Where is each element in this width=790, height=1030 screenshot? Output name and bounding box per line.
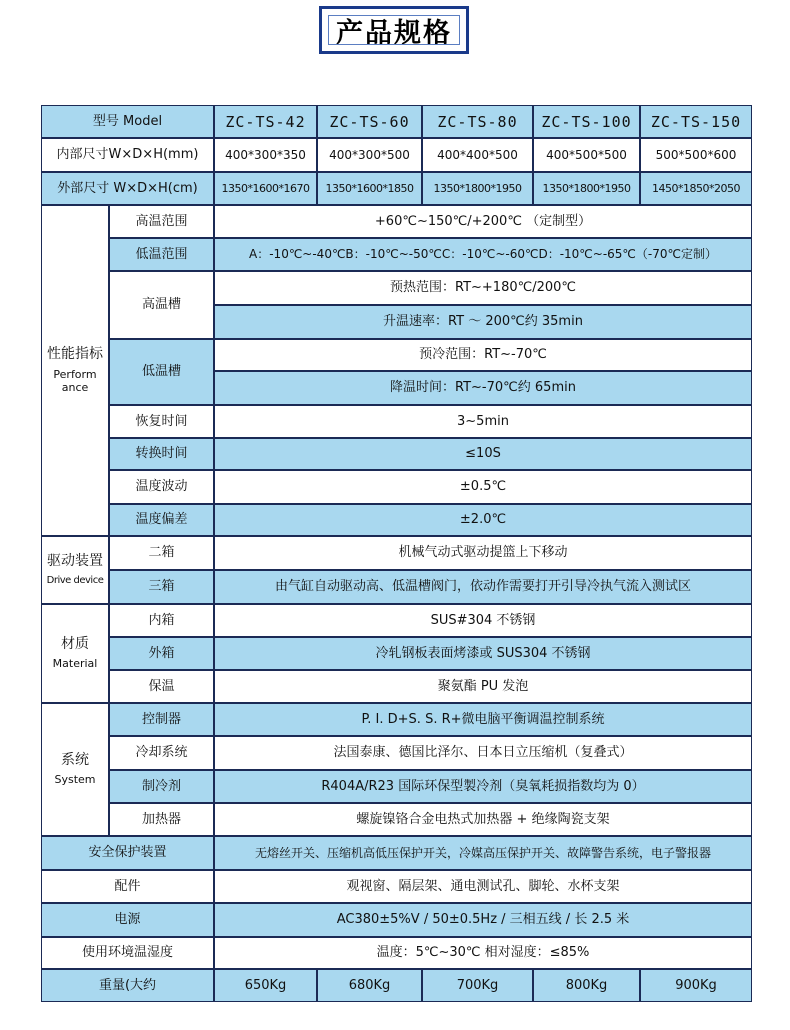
low-tank-precool: 预冷范围：RT~-70℃ <box>214 339 752 371</box>
category-en: ance <box>61 381 89 395</box>
fluctuation-label: 温度波动 <box>109 470 214 504</box>
outer-size-value: 1350*1600*1850 <box>317 172 422 205</box>
category-cn: 系统 <box>61 751 89 768</box>
low-tank-label: 低温槽 <box>109 339 214 405</box>
inner-size-value: 400*500*500 <box>533 138 640 172</box>
category-cn: 性能指标 <box>47 346 103 362</box>
recovery-label: 恢复时间 <box>109 405 214 438</box>
category-en: Perform <box>53 367 97 381</box>
material-outer-value: 冷轧钢板表面烤漆或 SUS304 不锈钢 <box>214 637 752 670</box>
low-tank-time: 降温时间：RT~-70℃约 65min <box>214 371 752 405</box>
accessories-value: 观视窗、隔层架、通电测试孔、脚轮、水杯支架 <box>214 870 752 903</box>
material-inner-label: 内箱 <box>109 604 214 637</box>
heater-label: 加热器 <box>109 803 214 836</box>
weight-value: 800Kg <box>533 969 640 1002</box>
safety-label: 安全保护装置 <box>41 836 214 870</box>
spec-table <box>41 105 752 1002</box>
safety-value: 无熔丝开关、压缩机高低压保护开关，冷媒高压保护开关、故障警告系统，电子警报器 <box>214 836 752 870</box>
system-category <box>41 703 109 836</box>
performance-category <box>41 205 109 536</box>
category-en: System <box>54 773 96 787</box>
weight-label: 重量(大约 <box>41 969 214 1002</box>
high-range-label: 高温范围 <box>109 205 214 238</box>
low-range-label: 低温范围 <box>109 238 214 271</box>
power-value: AC380±5%V / 50±0.5Hz / 三相五线 / 长 2.5 米 <box>214 903 752 937</box>
high-tank-preheat: 预热范围：RT~+180℃/200℃ <box>214 271 752 305</box>
outer-size-value: 1450*1850*2050 <box>640 172 752 205</box>
weight-value: 700Kg <box>422 969 533 1002</box>
deviation-label: 温度偏差 <box>109 504 214 536</box>
material-insulation-value: 聚氨酯 PU 发泡 <box>214 670 752 703</box>
header-label: 型号 Model <box>41 105 214 138</box>
inner-size-value: 400*300*350 <box>214 138 317 172</box>
inner-size-value: 400*400*500 <box>422 138 533 172</box>
model-name: ZC-TS-60 <box>317 105 422 138</box>
category-cn: 材质 <box>61 635 89 652</box>
fluctuation-value: ±0.5℃ <box>214 470 752 504</box>
category-cn: 驱动装置 <box>47 553 103 569</box>
heater-value: 螺旋镍铬合金电热式加热器 + 绝缘陶瓷支架 <box>214 803 752 836</box>
drive-category <box>41 536 109 604</box>
high-tank-rate: 升温速率：RT ～ 200℃约 35min <box>214 305 752 339</box>
weight-value: 900Kg <box>640 969 752 1002</box>
switch-label: 转换时间 <box>109 438 214 470</box>
controller-label: 控制器 <box>109 703 214 736</box>
outer-size-label: 外部尺寸 W×D×H(cm) <box>41 172 214 205</box>
deviation-value: ±2.0℃ <box>214 504 752 536</box>
environment-value: 温度：5℃~30℃ 相对湿度：≤85% <box>214 937 752 969</box>
drive-three-value: 由气缸自动驱动高、低温槽阀门，依动作需要打开引导冷执气流入测试区 <box>214 570 752 604</box>
inner-size-value: 500*500*600 <box>640 138 752 172</box>
model-name: ZC-TS-80 <box>422 105 533 138</box>
switch-value: ≤10S <box>214 438 752 470</box>
cooling-value: 法国泰康、德国比泽尔、日本日立压缩机（复叠式） <box>214 736 752 770</box>
drive-two-value: 机械气动式驱动提篮上下移动 <box>214 536 752 570</box>
outer-size-value: 1350*1800*1950 <box>422 172 533 205</box>
high-range-value: +60℃~150℃/+200℃ （定制型） <box>214 205 752 238</box>
material-inner-value: SUS#304 不锈钢 <box>214 604 752 637</box>
inner-size-label: 内部尺寸W×D×H(mm) <box>41 138 214 172</box>
inner-size-value: 400*300*500 <box>317 138 422 172</box>
refrigerant-value: R404A/R23 国际环保型製冷剂（臭氧耗损指数均为 0） <box>214 770 752 803</box>
weight-value: 650Kg <box>214 969 317 1002</box>
power-label: 电源 <box>41 903 214 937</box>
cooling-label: 冷却系统 <box>109 736 214 770</box>
controller-value: P. I. D+S. S. R+微电脑平衡调温控制系统 <box>214 703 752 736</box>
weight-value: 680Kg <box>317 969 422 1002</box>
category-en: Drive device <box>46 574 104 586</box>
recovery-value: 3~5min <box>214 405 752 438</box>
material-category <box>41 604 109 703</box>
page-title: 产品规格 <box>319 6 469 54</box>
material-outer-label: 外箱 <box>109 637 214 670</box>
material-insulation-label: 保温 <box>109 670 214 703</box>
drive-two-label: 二箱 <box>109 536 214 570</box>
outer-size-value: 1350*1600*1670 <box>214 172 317 205</box>
accessories-label: 配件 <box>41 870 214 903</box>
model-name: ZC-TS-150 <box>640 105 752 138</box>
category-en: Material <box>52 657 98 671</box>
environment-label: 使用环境温湿度 <box>41 937 214 969</box>
drive-three-label: 三箱 <box>109 570 214 604</box>
high-tank-label: 高温槽 <box>109 271 214 339</box>
model-name: ZC-TS-100 <box>533 105 640 138</box>
model-name: ZC-TS-42 <box>214 105 317 138</box>
refrigerant-label: 制冷剂 <box>109 770 214 803</box>
low-range-value: A：-10℃~-40℃B：-10℃~-50℃C：-10℃~-60℃D：-10℃~-65℃（-70℃定制） <box>214 238 752 271</box>
outer-size-value: 1350*1800*1950 <box>533 172 640 205</box>
